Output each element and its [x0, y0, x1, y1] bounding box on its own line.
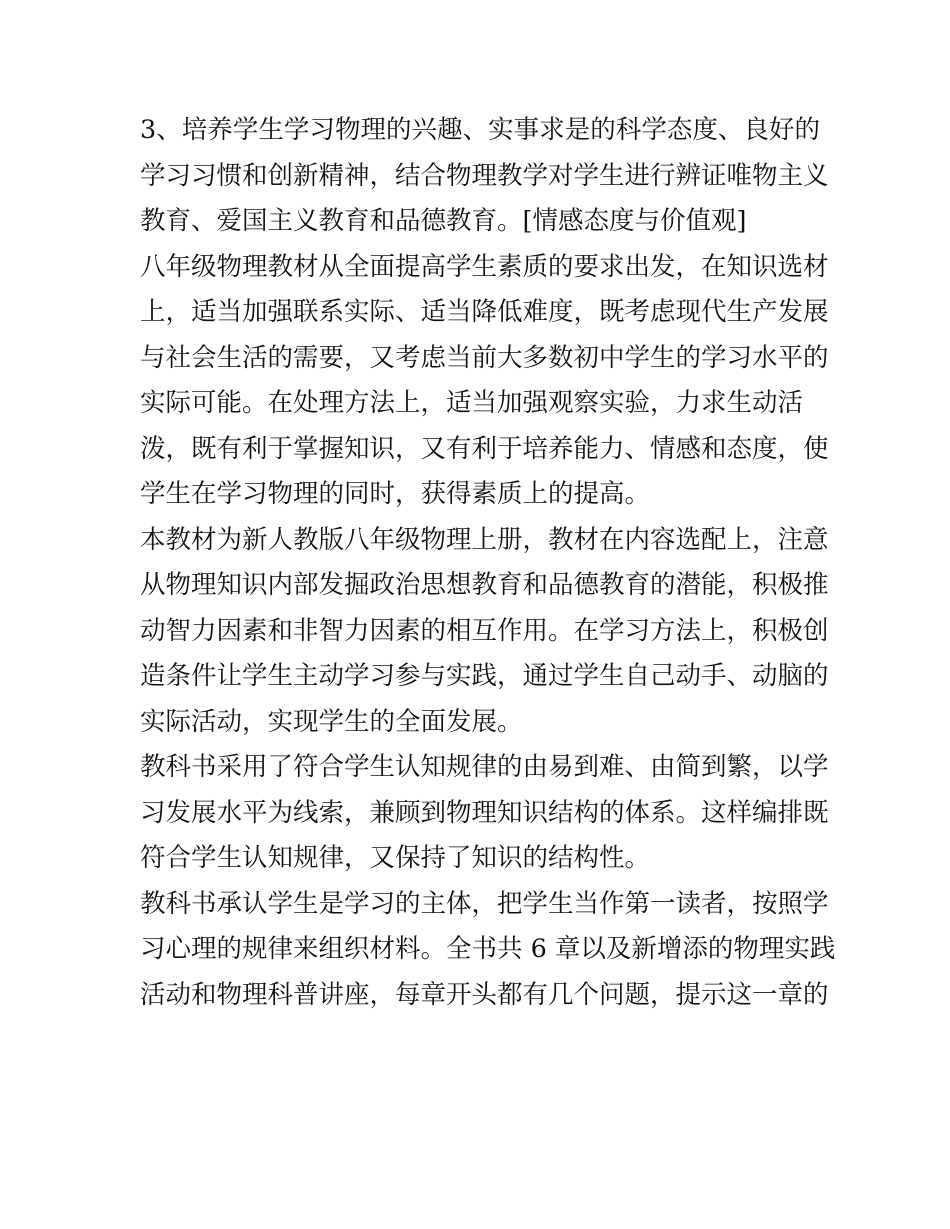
text-line: 八年级物理教材从全面提高学生素质的要求出发，在知识选材: [140, 251, 829, 282]
text-line: 学生在学习物理的同时，获得素质上的提高。: [140, 479, 651, 509]
text-line: 上，适当加强联系实际、适当降低难度，既考虑现代生产发展: [140, 297, 829, 327]
text-line: 实际活动，实现学生的全面发展。: [140, 706, 523, 737]
text-line: 教科书承认学生是学习的主体，把学生当作第一读者，按照学: [140, 888, 829, 919]
text-line: 符合学生认知规律，又保持了知识的结构性。: [140, 843, 651, 873]
text-line: 习发展水平为线索，兼顾到物理知识结构的体系。这样编排既: [140, 797, 829, 828]
text-line: 实际可能。在处理方法上，适当加强观察实验，力求生动活: [140, 388, 804, 418]
document-body: [140, 108, 836, 1018]
text-line: 3、培养学生学习物理的兴趣、实事求是的科学态度、良好的: [140, 115, 820, 145]
text-line: 教科书采用了符合学生认知规律的由易到难、由简到繁，以学: [140, 752, 829, 782]
text-line: 学习习惯和创新精神，结合物理教学对学生进行辨证唯物主义: [140, 160, 829, 191]
paragraph-4: [140, 745, 829, 882]
text-line: 本教材为新人教版八年级物理上册，教材在内容选配上，注意: [140, 524, 829, 555]
text-line: 造条件让学生主动学习参与实践，通过学生自己动手、动脑的: [140, 661, 829, 691]
paragraph-3: [140, 518, 829, 746]
text-line: 从物理知识内部发掘政治思想教育和品德教育的潜能，积极推: [140, 570, 829, 600]
text-line: 与社会生活的需要，又考虑当前大多数初中学生的学习水平的: [140, 342, 829, 373]
text-line: 习心理的规律来组织材料。全书共 6 章以及新增添的物理实践: [140, 934, 836, 964]
text-line: 泼，既有利于掌握知识，又有利于培养能力、情感和态度，使: [140, 433, 829, 464]
paragraph-2: [140, 245, 829, 518]
text-line: 动智力因素和非智力因素的相互作用。在学习方法上，积极创: [140, 615, 829, 646]
text-line: 活动和物理科普讲座，每章开头都有几个问题，提示这一章的: [140, 979, 829, 1010]
text-line: 教育、爱国主义教育和品德教育。[情感态度与价值观]: [140, 206, 747, 236]
paragraph-5: [140, 882, 836, 1019]
paragraph-1: [140, 108, 829, 245]
